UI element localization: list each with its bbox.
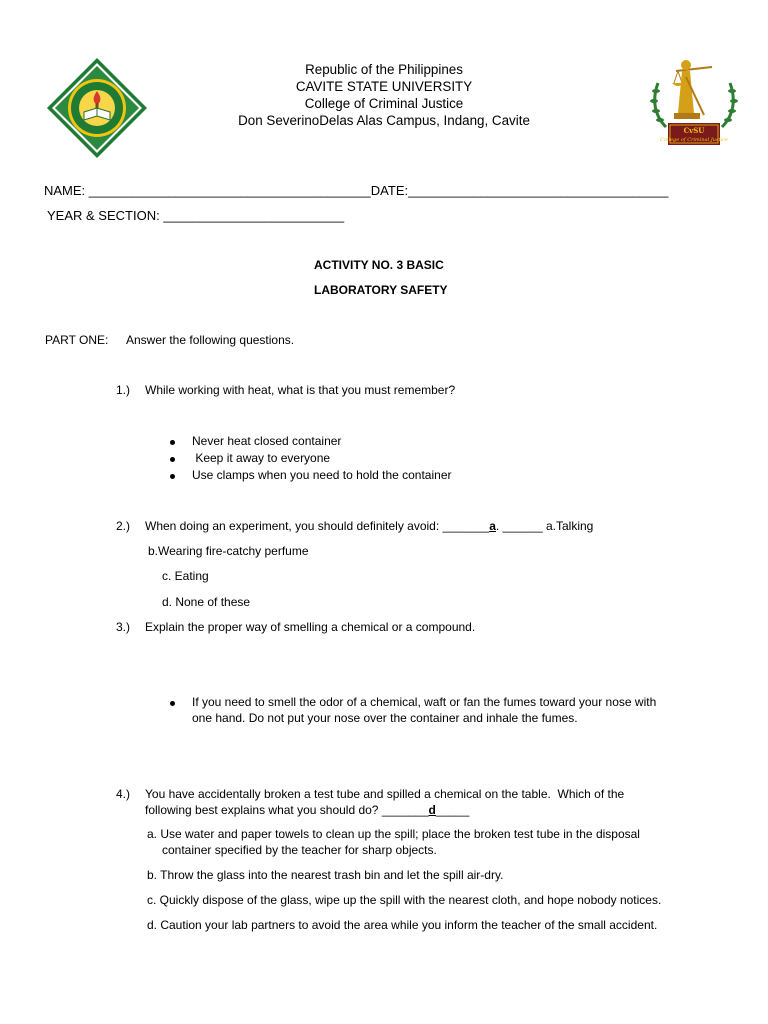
q4-text-line2	[145, 803, 469, 818]
q4-number: 4.)	[116, 787, 131, 801]
q4-option-a-line2: container specified by the teacher for sharp objects.	[162, 843, 437, 857]
part-one-label: PART ONE:	[45, 333, 109, 347]
justice-figure-logo	[646, 53, 742, 147]
q2-text	[145, 519, 593, 534]
q4-option-a-line1: a. Use water and paper towels to clean up the spill; place the broken test tube in the disposal	[147, 827, 640, 841]
activity-title: ACTIVITY NO. 3 BASIC	[314, 258, 444, 272]
date-label: DATE:	[370, 183, 409, 198]
q4-option-c: c. Quickly dispose of the glass, wipe up the spill with the nearest cloth, and hope nobody notices.	[147, 893, 662, 907]
bullet-dot	[170, 474, 175, 479]
year-section-line	[47, 208, 344, 224]
year-section-field[interactable]: _________________________	[163, 208, 345, 223]
name-field[interactable]: _______________________________________	[88, 183, 371, 198]
q2-answer: a	[489, 519, 496, 533]
header-campus: Don SeverinoDelas Alas Campus, Indang, Cavite	[238, 113, 530, 128]
svg-text:CvSU: CvSU	[683, 126, 705, 135]
q4-option-d: d. Caution your lab partners to avoid the area while you inform the teacher of the small accident.	[147, 918, 658, 932]
q2-option-d: d. None of these	[162, 595, 251, 609]
q1-number: 1.)	[116, 383, 131, 397]
q2-option-b: b.Wearing fire-catchy perfume	[148, 544, 309, 558]
q4-answer: d	[428, 803, 436, 817]
institution-header	[234, 61, 534, 129]
q3-text: Explain the proper way of smelling a chemical or a compound.	[145, 620, 476, 634]
name-label: NAME:	[44, 183, 89, 198]
q1-text: While working with heat, what is that you must remember?	[145, 383, 456, 397]
bullet-dot	[170, 440, 175, 445]
year-section-label: YEAR & SECTION:	[47, 208, 164, 223]
q2-text-before: When doing an experiment, you should definitely avoid: _______	[145, 519, 490, 533]
q4-text-after: _____	[435, 803, 470, 817]
q3-number: 3.)	[116, 620, 131, 634]
q2-number: 2.)	[116, 519, 131, 533]
q1-bullet-1: Never heat closed container	[192, 434, 342, 448]
header-university: CAVITE STATE UNIVERSITY	[295, 79, 473, 94]
svg-text:College of Criminal Justice: College of Criminal Justice	[660, 137, 728, 143]
part-one-instruction: Answer the following questions.	[126, 333, 295, 347]
bullet-dot	[170, 457, 175, 462]
q4-text-line1: You have accidentally broken a test tube and spilled a chemical on the table. Which of the	[145, 787, 625, 801]
name-date-line	[44, 183, 668, 199]
activity-subtitle: LABORATORY SAFETY	[314, 283, 448, 297]
university-seal-logo	[46, 57, 148, 159]
bullet-dot	[170, 701, 175, 706]
q2-text-after: . ______ a.Talking	[495, 519, 594, 533]
q2-option-c: c. Eating	[162, 569, 209, 583]
q3-answer-line1: If you need to smell the odor of a chemical, waft or fan the fumes toward your nose with	[192, 695, 657, 709]
q4-text-before: following best explains what you should do? _______	[145, 803, 429, 817]
q3-answer-line2: one hand. Do not put your nose over the container and inhale the fumes.	[192, 711, 578, 725]
q1-bullet-2: Keep it away to everyone	[192, 451, 331, 465]
q1-bullet-3: Use clamps when you need to hold the container	[192, 468, 452, 482]
part-one-heading	[45, 333, 108, 348]
q4-option-b: b. Throw the glass into the nearest trash bin and let the spill air-dry.	[147, 868, 504, 882]
header-college: College of Criminal Justice	[304, 96, 464, 111]
date-field[interactable]: ____________________________________	[408, 183, 669, 198]
header-republic: Republic of the Philippines	[305, 62, 463, 77]
